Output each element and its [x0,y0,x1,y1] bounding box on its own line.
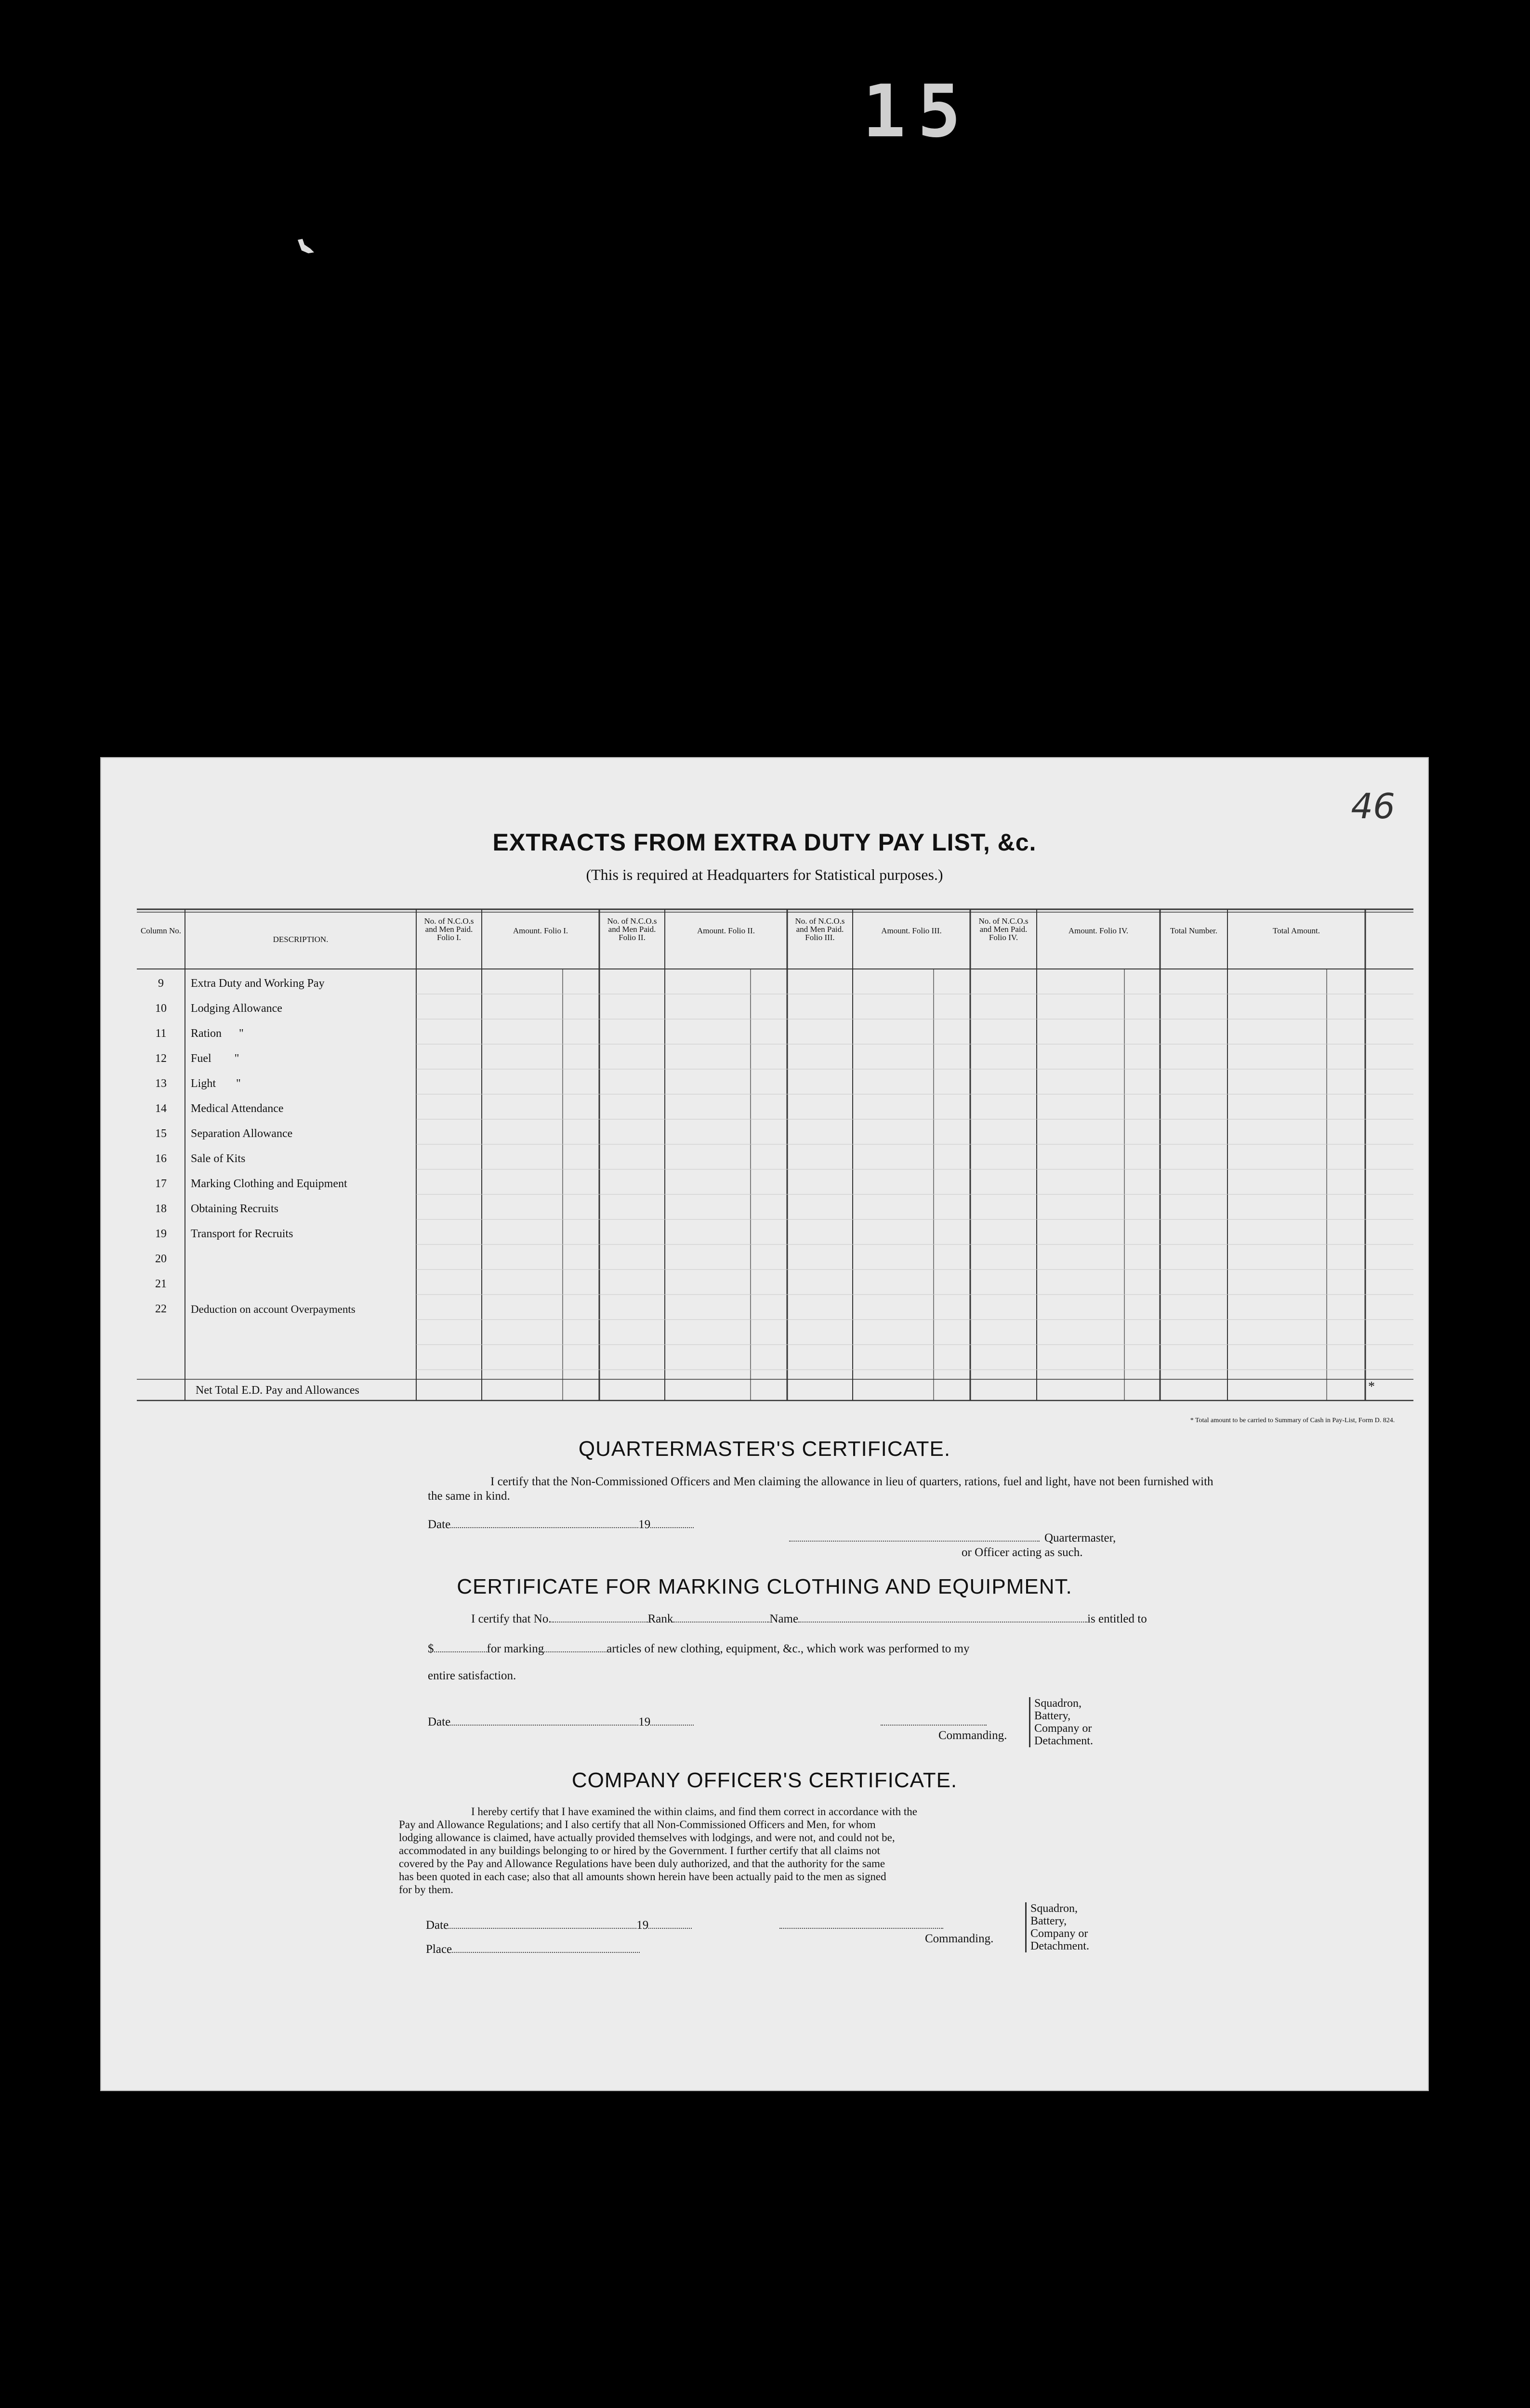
company-place-line [426,1943,640,1956]
year-blank [648,1919,692,1929]
for-marking-text: for marking [487,1642,544,1655]
articles-count-blank [544,1643,607,1652]
brace-item: Squadron, [1034,1697,1082,1710]
row-number: 15 [155,1127,167,1140]
rank-label: Rank [647,1612,673,1625]
row-number: 9 [158,977,164,990]
extracts-table [137,907,1413,1403]
year-label: 19 [638,1715,651,1728]
film-speck [296,238,315,255]
marking-cert-line-2 [428,1642,970,1656]
brace-item: Company or [1030,1927,1088,1940]
header-nco-folio-3: No. of N.C.O.s and Men Paid. Folio III. [795,916,845,942]
handwritten-page-number: 46 [1351,786,1395,826]
year-label: 19 [636,1919,649,1932]
company-certificate-body [399,1805,1266,1896]
net-total-label: Net Total E.D. Pay and Allowances [196,1384,359,1397]
company-commanding: Commanding. [925,1932,994,1945]
row-description: Lodging Allowance [191,1002,282,1015]
microfilm-frame-number: 15 [862,70,973,154]
row-description: Transport for Recruits [191,1228,293,1240]
entitled-text: is entitled to [1087,1612,1147,1625]
brace-item: Detachment. [1034,1735,1093,1747]
year-label: 19 [638,1518,651,1531]
row-description: Light " [191,1077,241,1090]
date-blank [448,1919,636,1929]
amount-blank [434,1643,487,1652]
row-description: Separation Allowance [191,1127,293,1140]
row-number: 20 [155,1253,167,1265]
marking-certificate-title: CERTIFICATE FOR MARKING CLOTHING AND EQUIPMENT. [457,1575,1072,1598]
company-unit-brace [1025,1902,1089,1952]
header-nco-folio-1: No. of N.C.O.s and Men Paid. Folio I. [424,916,474,942]
company-signature-line [779,1919,943,1932]
date-label: Date [428,1518,451,1531]
sheet-title: EXTRACTS FROM EXTRA DUTY PAY LIST, &c. [492,829,1037,856]
body-line: covered by the Pay and Allowance Regulations have been duly authorized, and that the authority for the same [399,1858,885,1870]
signature-blank [779,1919,943,1929]
articles-text: articles of new clothing, equipment, &c., which work was performed to my [607,1642,970,1655]
header-nco-folio-4: No. of N.C.O.s and Men Paid. Folio IV. [978,916,1029,942]
body-line: has been quoted in each case; also that all amounts shown herein have been actually paid to the men as signed [399,1871,886,1883]
signature-blank [881,1716,987,1726]
date-label: Date [426,1919,449,1932]
year-blank [650,1518,694,1528]
certify-text: I certify that No. [471,1612,552,1625]
table-footnote: * Total amount to be carried to Summary of Cash in Pay-List, Form D. 824. [1190,1417,1395,1424]
row-number: 19 [155,1228,167,1240]
header-amount-folio-2: Amount. Folio II. [697,926,755,935]
row-number: 12 [155,1052,167,1065]
marking-commanding: Commanding. [938,1729,1007,1742]
header-column-no: Column No. [140,926,182,935]
company-certificate-title: COMPANY OFFICER'S CERTIFICATE. [571,1768,958,1792]
body-line: I hereby certify that I have examined the within claims, and find them correct in accordance with the [471,1806,918,1818]
brace-item: Battery, [1030,1915,1067,1927]
header-nco-folio-2: No. of N.C.O.s and Men Paid. Folio II. [607,916,657,942]
dollar-sign: $ [428,1642,434,1655]
header-total-amount: Total Amount. [1273,926,1320,935]
name-blank [798,1613,1087,1623]
brace-item: Detachment. [1030,1940,1089,1952]
place-label: Place [426,1943,452,1956]
header-amount-folio-3: Amount. Folio III. [881,926,942,935]
pay-list-sheet [100,757,1429,2091]
brace-item: Squadron, [1030,1902,1078,1915]
row-description: Obtaining Recruits [191,1203,278,1215]
row-number: 21 [155,1278,167,1290]
marking-satisfaction: entire satisfaction. [428,1669,516,1682]
row-description: Marking Clothing and Equipment [191,1178,347,1190]
company-date-line [426,1919,692,1932]
body-line: accommodated in any buildings belonging to or hired by the Government. I further certify that all claims not [399,1845,880,1857]
header-amount-folio-1: Amount. Folio I. [513,926,568,935]
qm-signature-subtitle: or Officer acting as such. [962,1546,1083,1559]
signature-blank [789,1532,1040,1542]
header-total-number: Total Number. [1170,926,1217,935]
sheet-subtitle: (This is required at Headquarters for Statistical purposes.) [586,866,943,883]
row-description: Fuel " [191,1052,239,1065]
name-label: Name [769,1612,799,1625]
qm-certificate-title: QUARTERMASTER'S CERTIFICATE. [578,1437,951,1461]
row-number: 16 [155,1152,167,1165]
body-line: for by them. [399,1884,454,1896]
brace-item: Company or [1034,1722,1092,1735]
date-blank [450,1518,638,1528]
brace-item: Battery, [1034,1710,1071,1722]
total-asterisk: * [1368,1379,1375,1394]
body-line: Pay and Allowance Regulations; and I also certify that all Non-Commissioned Officers and Men, for whom [399,1819,876,1831]
marking-unit-brace [1029,1697,1093,1747]
row-description: Sale of Kits [191,1152,246,1165]
row-number: 11 [155,1027,167,1040]
row-description: Medical Attendance [191,1102,284,1115]
marking-signature-line [881,1715,987,1729]
date-blank [450,1716,638,1726]
qm-date-line [428,1518,694,1531]
row-description: Ration " [191,1027,244,1040]
row-number: 13 [155,1077,167,1090]
qm-certificate-body: I certify that the Non-Commissioned Officers and Men claiming the allowance in lieu of quarters, rations, fuel and light, have not been furnished with the same in kind. [428,1475,1213,1503]
marking-cert-line-1 [471,1612,1147,1626]
rank-blank [673,1613,769,1623]
row-description: Extra Duty and Working Pay [191,977,325,990]
header-amount-folio-4: Amount. Folio IV. [1068,926,1129,935]
row-number: 17 [155,1178,167,1190]
marking-date-line [428,1715,694,1729]
row-number: 10 [155,1002,167,1015]
year-blank [650,1716,694,1726]
row-number: 18 [155,1203,167,1215]
place-blank [452,1943,640,1953]
body-line: lodging allowance is claimed, have actually provided themselves with lodgings, and were not, and could not be, [399,1832,895,1844]
date-label: Date [428,1715,451,1728]
header-description: DESCRIPTION. [273,935,329,944]
row-description: Deduction on account Overpayments [191,1303,356,1315]
row-number: 22 [155,1303,167,1315]
row-number: 14 [155,1102,167,1115]
qm-signature-line [789,1531,1040,1545]
qm-signature-title: Quartermaster, [1044,1531,1116,1544]
number-blank [552,1613,648,1623]
table-grid [137,907,1413,1403]
